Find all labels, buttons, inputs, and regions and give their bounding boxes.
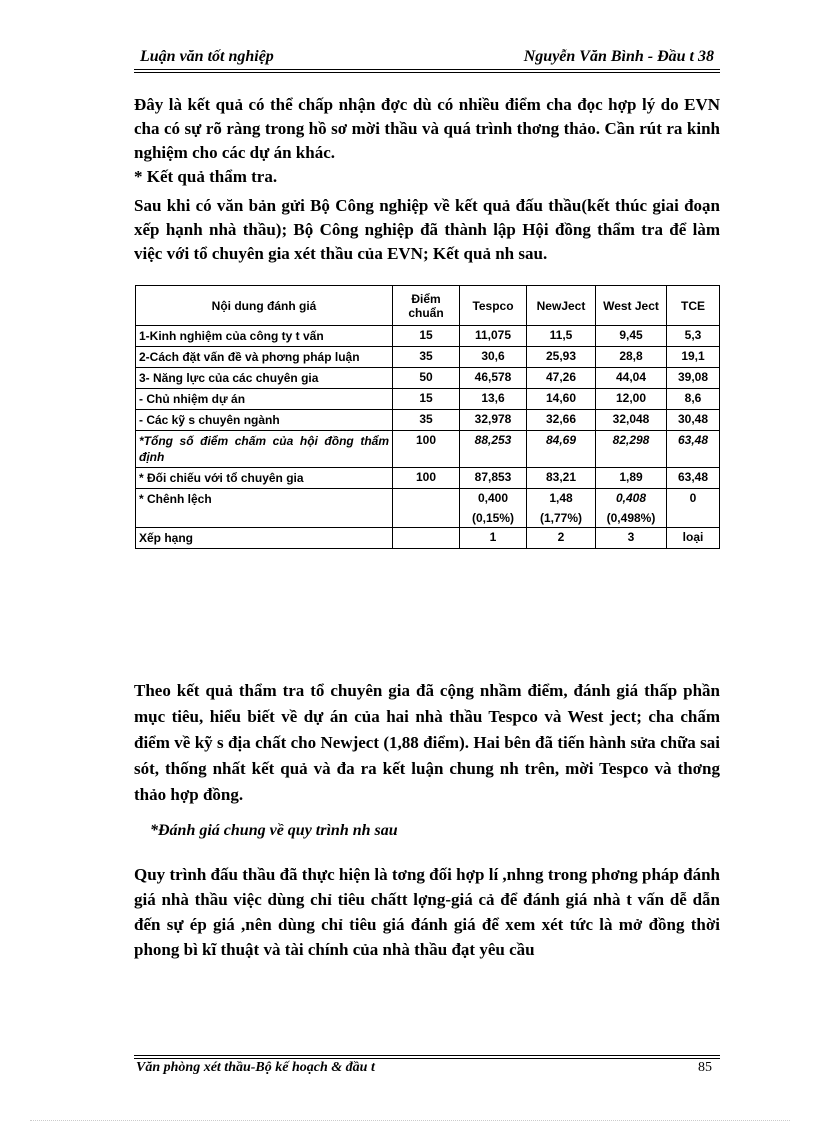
page-header xyxy=(134,44,720,70)
row-newject: 11,5 xyxy=(527,326,596,347)
row-westject: 1,89 xyxy=(596,468,667,489)
row-criteria: *Tổng số điểm chấm của hội đồng thẩm định xyxy=(136,431,393,468)
header-title: Luận văn tốt nghiệp xyxy=(140,48,274,65)
row-tespco: 13,6 xyxy=(460,389,527,410)
col-westject-header: West Ject xyxy=(596,286,667,326)
row-criteria: 1-Kinh nghiệm của công ty t vấn xyxy=(136,326,393,347)
paragraph-intro: Đây là kết quả có thể chấp nhận đợc dù có nhiều điểm cha đọc hợp lý do EVN cha có sự rõ ràng trong hồ sơ mời thầu và quá trình thơng thảo. Cần rút ra kinh nghiệm cho các dự án khác. xyxy=(134,95,720,162)
paragraph-verification: Sau khi có văn bản gửi Bộ Công nghiệp về kết quả đấu thầu(kết thúc giai đoạn xếp hạnh nhà thầu); Bộ Công nghiệp đã thành lập Hội đồng thẩm tra để làm việc với tổ chuyên gia xét thầu của EVN; Kết quả nh sau. xyxy=(134,196,720,263)
col-tce-header: TCE xyxy=(667,286,720,326)
row-criteria: - Các kỹ s chuyên ngành xyxy=(136,410,393,431)
row-westject: 9,45 xyxy=(596,326,667,347)
table-row xyxy=(136,489,720,528)
section-subheading: *Đánh giá chung về quy trình nh sau xyxy=(150,822,398,839)
row-standard: 35 xyxy=(393,347,460,368)
row-tce: 19,1 xyxy=(667,347,720,368)
row-criteria: Xếp hạng xyxy=(136,528,393,549)
note-heading: * Kết quả thẩm tra. xyxy=(134,167,278,186)
table-row xyxy=(136,347,720,368)
row-tespco xyxy=(460,489,527,528)
row-criteria: * Chênh lệch xyxy=(136,489,393,528)
row-westject: 3 xyxy=(596,528,667,549)
row-standard: 100 xyxy=(393,431,460,468)
row-westject xyxy=(596,489,667,528)
col-standard-header: Điểm chuẩn xyxy=(393,286,460,326)
row-tespco: 32,978 xyxy=(460,410,527,431)
table-row xyxy=(136,368,720,389)
row-tespco: 30,6 xyxy=(460,347,527,368)
row-newject: 25,93 xyxy=(527,347,596,368)
row-westject: 32,048 xyxy=(596,410,667,431)
row-westject: 28,8 xyxy=(596,347,667,368)
row-standard: 35 xyxy=(393,410,460,431)
row-newject: 47,26 xyxy=(527,368,596,389)
diff-percent: (0,15%) xyxy=(471,511,515,525)
row-tce: loại xyxy=(667,528,720,549)
row-tce: 39,08 xyxy=(667,368,720,389)
row-standard: 15 xyxy=(393,326,460,347)
diff-value: 1,48 xyxy=(549,491,573,505)
row-tespco: 1 xyxy=(460,528,527,549)
row-standard xyxy=(393,489,460,528)
row-criteria: - Chủ nhiệm dự án xyxy=(136,389,393,410)
row-criteria: * Đối chiếu với tổ chuyên gia xyxy=(136,468,393,489)
row-tce: 30,48 xyxy=(667,410,720,431)
paragraph-conclusion: Quy trình đấu thầu đã thực hiện là tơng đối hợp lí ,nhng trong phơng pháp đánh giá nhà thầu việc dùng chỉ tiêu chấtt lợng-giá cả để đánh giá nhà t vấn dễ dẫn đến sự ép giá ,nên dùng chỉ tiêu giá đánh giá để xem xét tức là mở đồng thời phong bì kĩ thuật và tài chính của nhà thầu đạt yêu cầu xyxy=(134,865,720,959)
row-tce: 63,48 xyxy=(667,431,720,468)
table-row xyxy=(136,468,720,489)
diff-value: 0,400 xyxy=(477,491,509,505)
row-tce: 63,48 xyxy=(667,468,720,489)
row-westject: 12,00 xyxy=(596,389,667,410)
row-westject: 82,298 xyxy=(596,431,667,468)
table-row xyxy=(136,528,720,549)
page-bottom-dotline xyxy=(30,1120,790,1121)
row-newject xyxy=(527,489,596,528)
col-newject-header: NewJect xyxy=(527,286,596,326)
diff-percent: (1,77%) xyxy=(539,511,583,525)
diff-percent: (0,498%) xyxy=(606,511,656,525)
row-standard: 100 xyxy=(393,468,460,489)
row-tespco: 46,578 xyxy=(460,368,527,389)
row-tce: 0 xyxy=(667,489,720,528)
col-criteria-header: Nội dung đánh giá xyxy=(136,286,393,326)
row-newject: 2 xyxy=(527,528,596,549)
row-tce: 8,6 xyxy=(667,389,720,410)
evaluation-table xyxy=(135,285,720,549)
page-number: 85 xyxy=(698,1060,712,1075)
row-newject: 14,60 xyxy=(527,389,596,410)
header-author: Nguyễn Văn Bình - Đầu t 38 xyxy=(523,48,714,65)
header-rule-double xyxy=(134,72,720,73)
row-criteria: 3- Năng lực của các chuyên gia xyxy=(136,368,393,389)
table-header-row xyxy=(136,286,720,326)
row-tespco: 87,853 xyxy=(460,468,527,489)
table-row xyxy=(136,431,720,468)
footer-office: Văn phòng xét thầu-Bộ kế hoạch & đầu t xyxy=(136,1060,375,1075)
row-standard: 15 xyxy=(393,389,460,410)
row-standard xyxy=(393,528,460,549)
col-tespco-header: Tespco xyxy=(460,286,527,326)
table-row xyxy=(136,410,720,431)
row-tespco: 88,253 xyxy=(460,431,527,468)
paragraph-findings: Theo kết quả thẩm tra tổ chuyên gia đã cộng nhầm điểm, đánh giá thấp phần mục tiêu, hiểu biết về dự án của hai nhà thầu Tespco và West ject; cha chấm điểm về kỹ s địa chất cho Newject (1,88 điểm). Hai bên đã tiến hành sửa chữa sai sót, thống nhất kết quả và đa ra kết luận chung nh trên, mời Tespco và thơng thảo hợp đồng. xyxy=(134,681,720,804)
row-newject: 83,21 xyxy=(527,468,596,489)
row-criteria: 2-Cách đặt vấn đề và phơng pháp luận xyxy=(136,347,393,368)
page-footer xyxy=(134,1060,720,1078)
header-rule xyxy=(134,69,720,70)
row-newject: 32,66 xyxy=(527,410,596,431)
row-westject: 44,04 xyxy=(596,368,667,389)
row-tce: 5,3 xyxy=(667,326,720,347)
row-tespco: 11,075 xyxy=(460,326,527,347)
footer-rule xyxy=(134,1055,720,1056)
table-row xyxy=(136,389,720,410)
row-newject: 84,69 xyxy=(527,431,596,468)
footer-rule-double xyxy=(134,1058,720,1059)
diff-value: 0,408 xyxy=(615,491,647,505)
table-row xyxy=(136,326,720,347)
row-standard: 50 xyxy=(393,368,460,389)
